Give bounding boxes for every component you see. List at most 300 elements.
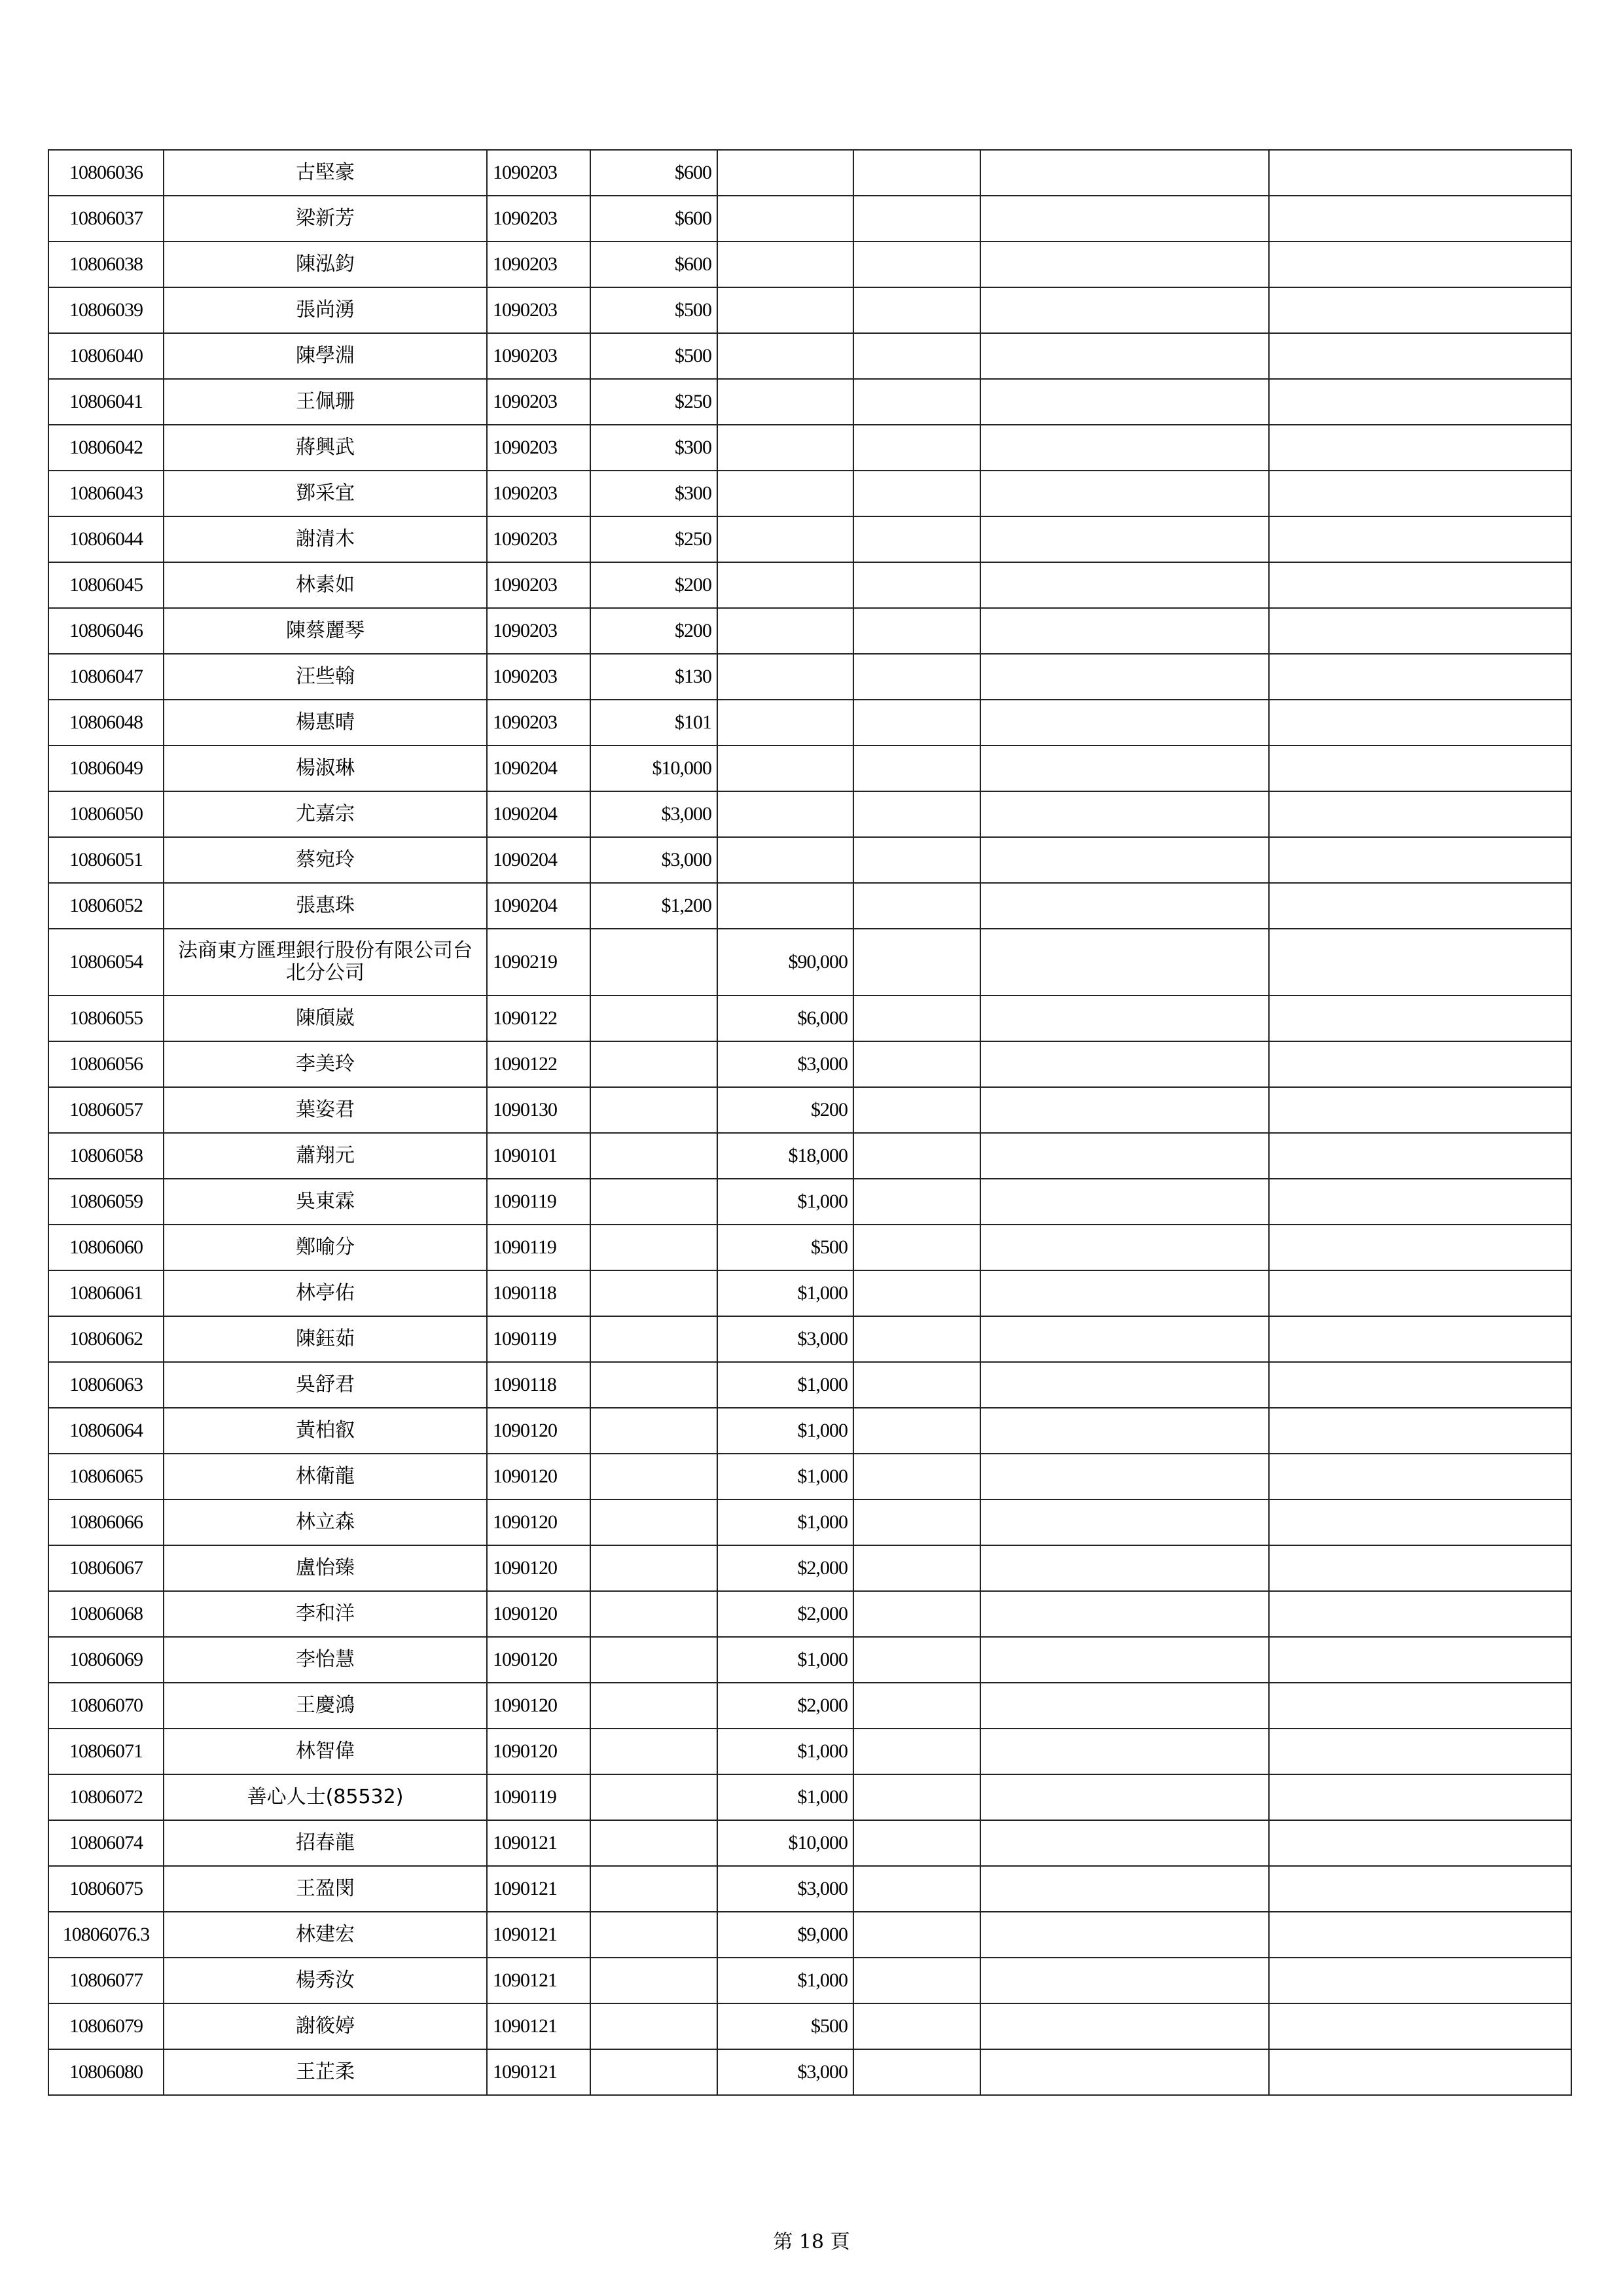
table-row — [48, 196, 1571, 242]
empty-cell — [1269, 1499, 1571, 1545]
receipt-id-cell: 10806066 — [48, 1499, 164, 1545]
receipt-id-cell: 10806058 — [48, 1133, 164, 1179]
amount-cell: $1,000 — [717, 1454, 853, 1499]
amount-cell: $250 — [590, 516, 717, 562]
amount-cell: $1,000 — [717, 1179, 853, 1225]
empty-cell — [980, 1179, 1269, 1225]
date-cell: 1090120 — [487, 1729, 590, 1774]
empty-cell — [980, 1362, 1269, 1408]
empty-cell — [980, 1499, 1269, 1545]
empty-cell — [980, 379, 1269, 425]
table-row — [48, 1454, 1571, 1499]
table-row — [48, 654, 1571, 700]
empty-cell — [980, 1087, 1269, 1133]
amount-cell: $300 — [590, 471, 717, 516]
amount-cell: $600 — [590, 196, 717, 242]
empty-cell — [853, 287, 980, 333]
amount-cell — [590, 1683, 717, 1729]
donor-name-cell: 楊秀汝 — [164, 1958, 487, 2003]
amount-cell — [590, 1591, 717, 1637]
table-row — [48, 1316, 1571, 1362]
receipt-id-cell: 10806057 — [48, 1087, 164, 1133]
amount-cell — [717, 333, 853, 379]
empty-cell — [853, 1637, 980, 1683]
amount-cell: $3,000 — [717, 1316, 853, 1362]
table-row — [48, 608, 1571, 654]
empty-cell — [1269, 837, 1571, 883]
empty-cell — [1269, 929, 1571, 996]
amount-cell: $200 — [590, 562, 717, 608]
empty-cell — [853, 1041, 980, 1087]
empty-cell — [980, 1591, 1269, 1637]
empty-cell — [853, 1820, 980, 1866]
empty-cell — [853, 996, 980, 1041]
table-row — [48, 1133, 1571, 1179]
donor-name-cell: 林立森 — [164, 1499, 487, 1545]
empty-cell — [853, 1225, 980, 1270]
amount-cell: $200 — [717, 1087, 853, 1133]
date-cell: 1090119 — [487, 1225, 590, 1270]
empty-cell — [853, 1087, 980, 1133]
date-cell: 1090203 — [487, 654, 590, 700]
date-cell: 1090120 — [487, 1545, 590, 1591]
date-cell: 1090121 — [487, 2049, 590, 2095]
amount-cell: $1,000 — [717, 1408, 853, 1454]
empty-cell — [980, 1225, 1269, 1270]
date-cell: 1090118 — [487, 1270, 590, 1316]
date-cell: 1090203 — [487, 333, 590, 379]
donor-name-cell: 張惠珠 — [164, 883, 487, 929]
amount-cell — [717, 150, 853, 196]
empty-cell — [980, 1545, 1269, 1591]
donor-name-cell: 林亭佑 — [164, 1270, 487, 1316]
receipt-id-cell: 10806077 — [48, 1958, 164, 2003]
table-row — [48, 379, 1571, 425]
amount-cell — [590, 2003, 717, 2049]
empty-cell — [853, 1362, 980, 1408]
amount-cell — [590, 1133, 717, 1179]
donor-name-cell: 陳蔡麗琴 — [164, 608, 487, 654]
amount-cell: $101 — [590, 700, 717, 745]
donor-name-cell: 陳頎崴 — [164, 996, 487, 1041]
table-row — [48, 287, 1571, 333]
amount-cell — [590, 1729, 717, 1774]
date-cell: 1090121 — [487, 2003, 590, 2049]
amount-cell — [590, 1637, 717, 1683]
amount-cell: $2,000 — [717, 1683, 853, 1729]
amount-cell — [717, 654, 853, 700]
receipt-id-cell: 10806051 — [48, 837, 164, 883]
amount-cell: $1,200 — [590, 883, 717, 929]
amount-cell: $500 — [590, 333, 717, 379]
donor-name-cell: 王芷柔 — [164, 2049, 487, 2095]
date-cell: 1090120 — [487, 1637, 590, 1683]
receipt-id-cell: 10806036 — [48, 150, 164, 196]
amount-cell: $500 — [590, 287, 717, 333]
empty-cell — [980, 333, 1269, 379]
donation-ledger-table — [48, 149, 1572, 2096]
table-row — [48, 883, 1571, 929]
empty-cell — [980, 1774, 1269, 1820]
empty-cell — [980, 150, 1269, 196]
amount-cell: $10,000 — [717, 1820, 853, 1866]
amount-cell — [590, 1316, 717, 1362]
date-cell: 1090118 — [487, 1362, 590, 1408]
empty-cell — [853, 1729, 980, 1774]
amount-cell: $2,000 — [717, 1545, 853, 1591]
empty-cell — [1269, 1820, 1571, 1866]
donor-name-cell: 黃柏叡 — [164, 1408, 487, 1454]
date-cell: 1090203 — [487, 242, 590, 287]
empty-cell — [980, 1958, 1269, 2003]
donor-name-cell: 陳泓鈞 — [164, 242, 487, 287]
amount-cell — [590, 2049, 717, 2095]
empty-cell — [980, 425, 1269, 471]
empty-cell — [853, 837, 980, 883]
table-row — [48, 425, 1571, 471]
receipt-id-cell: 10806037 — [48, 196, 164, 242]
donor-name-cell: 楊惠晴 — [164, 700, 487, 745]
receipt-id-cell: 10806042 — [48, 425, 164, 471]
empty-cell — [853, 1133, 980, 1179]
empty-cell — [980, 929, 1269, 996]
empty-cell — [1269, 1729, 1571, 1774]
receipt-id-cell: 10806043 — [48, 471, 164, 516]
donor-name-cell: 林建宏 — [164, 1912, 487, 1958]
date-cell: 1090203 — [487, 196, 590, 242]
date-cell: 1090203 — [487, 516, 590, 562]
date-cell: 1090120 — [487, 1591, 590, 1637]
amount-cell — [717, 745, 853, 791]
amount-cell: $90,000 — [717, 929, 853, 996]
empty-cell — [853, 1179, 980, 1225]
receipt-id-cell: 10806055 — [48, 996, 164, 1041]
amount-cell — [717, 700, 853, 745]
empty-cell — [1269, 1362, 1571, 1408]
empty-cell — [853, 1958, 980, 2003]
donor-name-cell: 盧怡臻 — [164, 1545, 487, 1591]
empty-cell — [1269, 150, 1571, 196]
amount-cell — [717, 837, 853, 883]
receipt-id-cell: 10806080 — [48, 2049, 164, 2095]
date-cell: 1090120 — [487, 1683, 590, 1729]
table-row — [48, 1683, 1571, 1729]
receipt-id-cell: 10806050 — [48, 791, 164, 837]
date-cell: 1090203 — [487, 562, 590, 608]
empty-cell — [1269, 1637, 1571, 1683]
receipt-id-cell: 10806075 — [48, 1866, 164, 1912]
empty-cell — [1269, 562, 1571, 608]
donor-name-cell: 陳鈺茹 — [164, 1316, 487, 1362]
donor-name-cell: 鄧采宜 — [164, 471, 487, 516]
date-cell: 1090203 — [487, 379, 590, 425]
empty-cell — [1269, 745, 1571, 791]
empty-cell — [1269, 471, 1571, 516]
amount-cell — [590, 1866, 717, 1912]
amount-cell — [590, 929, 717, 996]
empty-cell — [1269, 996, 1571, 1041]
date-cell: 1090204 — [487, 883, 590, 929]
empty-cell — [1269, 1179, 1571, 1225]
empty-cell — [853, 608, 980, 654]
amount-cell — [590, 996, 717, 1041]
amount-cell: $1,000 — [717, 1958, 853, 2003]
date-cell: 1090203 — [487, 608, 590, 654]
table-row — [48, 242, 1571, 287]
empty-cell — [980, 996, 1269, 1041]
table-row — [48, 562, 1571, 608]
receipt-id-cell: 10806045 — [48, 562, 164, 608]
empty-cell — [1269, 1087, 1571, 1133]
empty-cell — [853, 379, 980, 425]
empty-cell — [853, 425, 980, 471]
empty-cell — [980, 1866, 1269, 1912]
donor-name-cell: 李和洋 — [164, 1591, 487, 1637]
amount-cell: $600 — [590, 242, 717, 287]
empty-cell — [1269, 1225, 1571, 1270]
receipt-id-cell: 10806059 — [48, 1179, 164, 1225]
empty-cell — [1269, 608, 1571, 654]
amount-cell: $250 — [590, 379, 717, 425]
empty-cell — [980, 242, 1269, 287]
table-row — [48, 2003, 1571, 2049]
empty-cell — [980, 2003, 1269, 2049]
amount-cell — [717, 425, 853, 471]
table-row — [48, 1958, 1571, 2003]
table-row — [48, 1545, 1571, 1591]
empty-cell — [1269, 1133, 1571, 1179]
date-cell: 1090203 — [487, 425, 590, 471]
amount-cell — [717, 608, 853, 654]
amount-cell — [590, 1454, 717, 1499]
empty-cell — [1269, 1454, 1571, 1499]
empty-cell — [853, 2049, 980, 2095]
empty-cell — [1269, 1408, 1571, 1454]
receipt-id-cell: 10806052 — [48, 883, 164, 929]
receipt-id-cell: 10806074 — [48, 1820, 164, 1866]
receipt-id-cell: 10806071 — [48, 1729, 164, 1774]
donor-name-cell: 謝清木 — [164, 516, 487, 562]
receipt-id-cell: 10806040 — [48, 333, 164, 379]
table-row — [48, 150, 1571, 196]
empty-cell — [853, 2003, 980, 2049]
amount-cell: $2,000 — [717, 1591, 853, 1637]
empty-cell — [853, 1545, 980, 1591]
receipt-id-cell: 10806070 — [48, 1683, 164, 1729]
donor-name-cell: 蔣興武 — [164, 425, 487, 471]
amount-cell: $1,000 — [717, 1499, 853, 1545]
amount-cell: $1,000 — [717, 1270, 853, 1316]
table-row — [48, 1774, 1571, 1820]
amount-cell — [717, 471, 853, 516]
empty-cell — [1269, 196, 1571, 242]
receipt-id-cell: 10806054 — [48, 929, 164, 996]
donor-name-cell: 古堅豪 — [164, 150, 487, 196]
empty-cell — [980, 1729, 1269, 1774]
receipt-id-cell: 10806068 — [48, 1591, 164, 1637]
empty-cell — [1269, 516, 1571, 562]
donor-name-cell: 王盈閔 — [164, 1866, 487, 1912]
empty-cell — [853, 745, 980, 791]
date-cell: 1090203 — [487, 471, 590, 516]
donor-name-cell: 李怡慧 — [164, 1637, 487, 1683]
empty-cell — [853, 333, 980, 379]
receipt-id-cell: 10806065 — [48, 1454, 164, 1499]
empty-cell — [1269, 1270, 1571, 1316]
empty-cell — [980, 562, 1269, 608]
amount-cell — [717, 791, 853, 837]
table-row — [48, 1225, 1571, 1270]
donor-name-cell: 楊淑琳 — [164, 745, 487, 791]
empty-cell — [1269, 1316, 1571, 1362]
amount-cell — [717, 287, 853, 333]
empty-cell — [853, 791, 980, 837]
amount-cell — [717, 516, 853, 562]
amount-cell: $1,000 — [717, 1362, 853, 1408]
date-cell: 1090122 — [487, 996, 590, 1041]
amount-cell — [590, 1179, 717, 1225]
table-row — [48, 1499, 1571, 1545]
empty-cell — [1269, 287, 1571, 333]
table-row — [48, 1041, 1571, 1087]
empty-cell — [980, 1637, 1269, 1683]
table-row — [48, 1179, 1571, 1225]
empty-cell — [853, 516, 980, 562]
receipt-id-cell: 10806038 — [48, 242, 164, 287]
empty-cell — [1269, 791, 1571, 837]
empty-cell — [980, 700, 1269, 745]
empty-cell — [980, 1041, 1269, 1087]
donor-name-cell: 林智偉 — [164, 1729, 487, 1774]
empty-cell — [853, 1408, 980, 1454]
table-row — [48, 837, 1571, 883]
receipt-id-cell: 10806069 — [48, 1637, 164, 1683]
donor-name-cell: 善心人士(85532) — [164, 1774, 487, 1820]
amount-cell — [590, 1958, 717, 2003]
empty-cell — [1269, 654, 1571, 700]
amount-cell — [590, 1408, 717, 1454]
table-row — [48, 1912, 1571, 1958]
amount-cell: $600 — [590, 150, 717, 196]
empty-cell — [980, 1912, 1269, 1958]
amount-cell: $1,000 — [717, 1729, 853, 1774]
donor-name-cell: 梁新芳 — [164, 196, 487, 242]
donor-name-cell: 蔡宛玲 — [164, 837, 487, 883]
page-number: 第 18 頁 — [773, 2231, 850, 2253]
donor-name-cell: 謝筱婷 — [164, 2003, 487, 2049]
amount-cell: $300 — [590, 425, 717, 471]
date-cell: 1090203 — [487, 700, 590, 745]
donor-name-cell: 李美玲 — [164, 1041, 487, 1087]
empty-cell — [1269, 1866, 1571, 1912]
amount-cell: $3,000 — [717, 1041, 853, 1087]
table-row — [48, 700, 1571, 745]
amount-cell — [717, 242, 853, 287]
receipt-id-cell: 10806039 — [48, 287, 164, 333]
empty-cell — [1269, 1041, 1571, 1087]
amount-cell — [717, 196, 853, 242]
table-row — [48, 1270, 1571, 1316]
amount-cell: $1,000 — [717, 1774, 853, 1820]
amount-cell — [590, 1545, 717, 1591]
receipt-id-cell: 10806079 — [48, 2003, 164, 2049]
receipt-id-cell: 10806060 — [48, 1225, 164, 1270]
amount-cell: $10,000 — [590, 745, 717, 791]
empty-cell — [980, 1454, 1269, 1499]
date-cell: 1090121 — [487, 1912, 590, 1958]
empty-cell — [1269, 1774, 1571, 1820]
amount-cell: $3,000 — [590, 837, 717, 883]
table-row — [48, 1408, 1571, 1454]
date-cell: 1090219 — [487, 929, 590, 996]
amount-cell — [717, 562, 853, 608]
amount-cell — [590, 1912, 717, 1958]
empty-cell — [853, 1499, 980, 1545]
empty-cell — [853, 562, 980, 608]
empty-cell — [853, 929, 980, 996]
donor-name-cell: 吳舒君 — [164, 1362, 487, 1408]
table-row — [48, 1362, 1571, 1408]
empty-cell — [1269, 700, 1571, 745]
date-cell: 1090121 — [487, 1958, 590, 2003]
empty-cell — [1269, 1683, 1571, 1729]
amount-cell — [590, 1820, 717, 1866]
empty-cell — [980, 1820, 1269, 1866]
table-row — [48, 516, 1571, 562]
amount-cell: $200 — [590, 608, 717, 654]
empty-cell — [853, 242, 980, 287]
receipt-id-cell: 10806056 — [48, 1041, 164, 1087]
amount-cell — [590, 1774, 717, 1820]
table-row — [48, 1820, 1571, 1866]
receipt-id-cell: 10806062 — [48, 1316, 164, 1362]
empty-cell — [853, 1591, 980, 1637]
table-row — [48, 929, 1571, 996]
empty-cell — [980, 791, 1269, 837]
empty-cell — [980, 2049, 1269, 2095]
date-cell: 1090120 — [487, 1454, 590, 1499]
empty-cell — [853, 150, 980, 196]
amount-cell — [717, 379, 853, 425]
empty-cell — [1269, 242, 1571, 287]
date-cell: 1090119 — [487, 1316, 590, 1362]
empty-cell — [1269, 2049, 1571, 2095]
empty-cell — [980, 1683, 1269, 1729]
date-cell: 1090120 — [487, 1408, 590, 1454]
receipt-id-cell: 10806064 — [48, 1408, 164, 1454]
empty-cell — [1269, 1912, 1571, 1958]
empty-cell — [1269, 379, 1571, 425]
empty-cell — [980, 471, 1269, 516]
empty-cell — [1269, 883, 1571, 929]
donor-name-cell: 吳東霖 — [164, 1179, 487, 1225]
empty-cell — [980, 1270, 1269, 1316]
date-cell: 1090120 — [487, 1499, 590, 1545]
empty-cell — [1269, 2003, 1571, 2049]
table-row — [48, 1637, 1571, 1683]
amount-cell: $6,000 — [717, 996, 853, 1041]
donor-name-cell: 鄭喻分 — [164, 1225, 487, 1270]
empty-cell — [853, 1454, 980, 1499]
donor-name-cell: 葉姿君 — [164, 1087, 487, 1133]
table-row — [48, 996, 1571, 1041]
empty-cell — [853, 196, 980, 242]
table-row — [48, 1866, 1571, 1912]
date-cell: 1090121 — [487, 1820, 590, 1866]
amount-cell: $3,000 — [717, 1866, 853, 1912]
date-cell: 1090203 — [487, 287, 590, 333]
empty-cell — [853, 1270, 980, 1316]
